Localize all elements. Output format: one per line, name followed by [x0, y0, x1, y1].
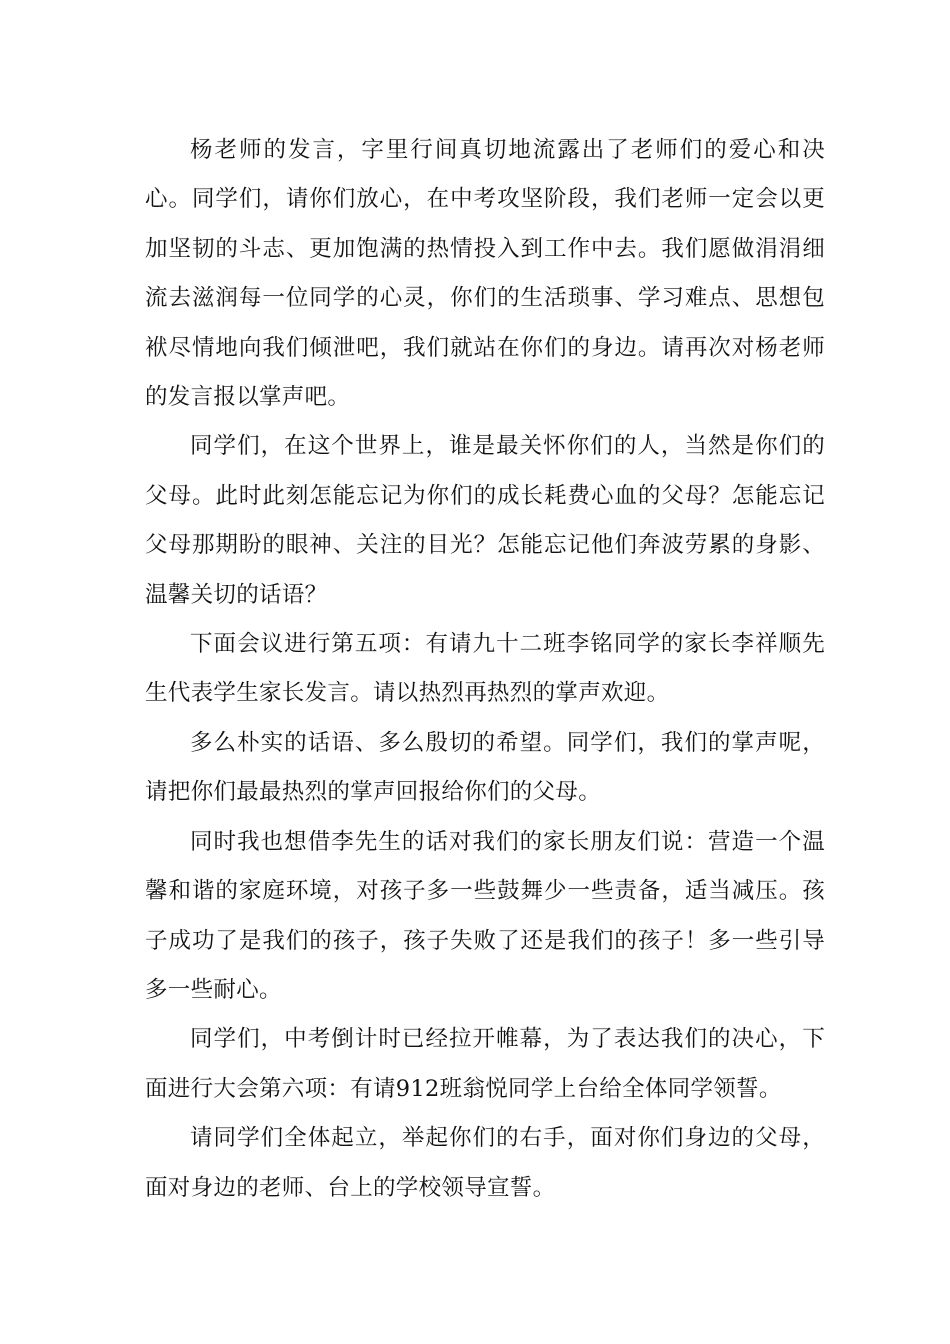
paragraph: 杨老师的发言，字里行间真切地流露出了老师们的爱心和决心。同学们，请你们放心，在中考攻坚阶段，我们老师一定会以更加坚韧的斗志、更加饱满的热情投入到工作中去。我们愿做涓涓细流去滋润每一位同学的心灵，你们的生活琐事、学习难点、思想包袱尽情地向我们倾泄吧，我们就站在你们的身边。请再次对杨老师的发言报以掌声吧。 [145, 137, 825, 411]
paragraph: 同学们，在这个世界上，谁是最关怀你们的人，当然是你们的父母。此时此刻怎能忘记为你们的成长耗费心血的父母？怎能忘记父母那期盼的眼神、关注的目光？怎能忘记他们奔波劳累的身影、温馨关切的话语？ [145, 433, 825, 608]
paragraph: 同时我也想借李先生的话对我们的家长朋友们说：营造一个温馨和谐的家庭环境，对孩子多一些鼓舞少一些责备，适当减压。孩子成功了是我们的孩子，孩子失败了还是我们的孩子！多一些引导多一些耐心。 [145, 828, 825, 1003]
document-body [145, 126, 825, 1213]
paragraph: 请同学们全体起立，举起你们的右手，面对你们身边的父母，面对身边的老师、台上的学校领导宣誓。 [145, 1125, 825, 1201]
paragraph: 同学们，中考倒计时已经拉开帷幕，为了表达我们的决心，下面进行大会第六项：有请912班翁悦同学上台给全体同学领誓。 [145, 1026, 825, 1102]
paragraph: 多么朴实的话语、多么殷切的希望。同学们，我们的掌声呢，请把你们最最热烈的掌声回报给你们的父母。 [145, 729, 825, 806]
paragraph: 下面会议进行第五项：有请九十二班李铭同学的家长李祥顺先生代表学生家长发言。请以热烈再热烈的掌声欢迎。 [145, 631, 825, 707]
